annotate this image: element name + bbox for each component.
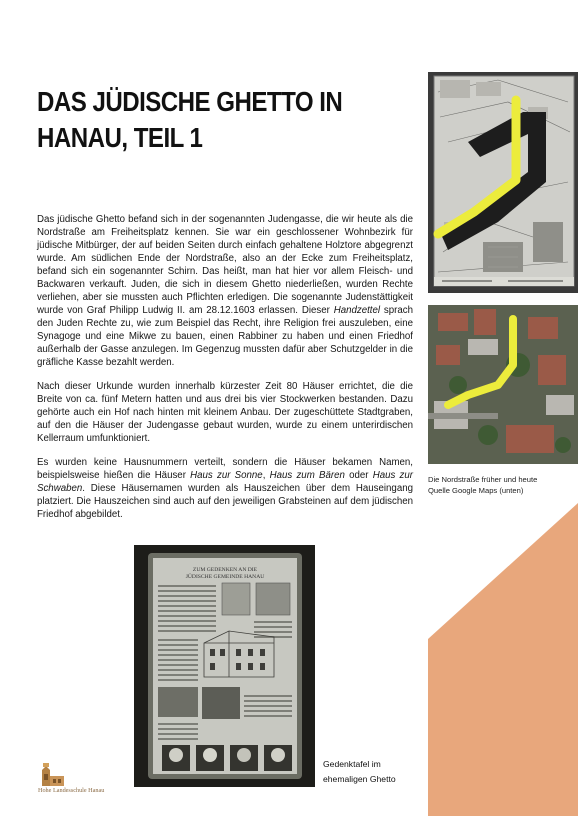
paragraph-1-text-a: Das jüdische Ghetto befand sich in der sogenannten Judengasse, die wir heute als die Nordstraße am Freiheitsplatz kennen. Sie war ein geschlossener Wohnbezirk für jüdische Mitbürger, der auf beiden Seiten durch einfach gehaltene Holztore abgegrenzt wurde. Am südlichen Ende der Nordstraße, also an der Ecke zum Freiheitsplatz, befand sich ein sogenannter Schirn. Das heißt, man hat hier vor allem Fleisch- und Backwaren verkauft. Juden, die sich in diesem Ghetto niederließen, wurden Rechte verliehen, aber sie mussten auch Pflichten erledigen. Die sogenannte Judenstättigkeit wurde von Graf Philipp Ludwig II. am 28.12.1603 erlassen. Dieser xyxy=(37,214,413,316)
article-body xyxy=(37,213,413,532)
paragraph-1-text-b: sprach den Juden Rechte zu, wie zum Beispiel das Recht, ihre Religion frei auszuleben, eine Synagoge und eine Mikwe zu bauen, einen Rabbiner zu haben und einen Friedhof außerhalb der Gasse anzulegen. Im Gegenzug mussten dafür aber Schutzgelder in die gräfliche Kasse bezahlt werden. xyxy=(37,305,413,368)
map-caption-line-2: Quelle Google Maps (unten) xyxy=(428,486,524,495)
paragraph-3 xyxy=(37,456,413,521)
paragraph-3-text-b: , xyxy=(262,470,270,481)
emphasis-haus-zum-baeren: Haus zum Bären xyxy=(269,470,345,481)
plaque-caption-line-2: ehemaligen Ghetto xyxy=(323,774,396,784)
emphasis-handzettel: Handzettel xyxy=(333,305,381,316)
emphasis-haus-zur-schwaben: Haus zur Schwaben xyxy=(37,470,414,494)
page-title xyxy=(37,84,347,156)
paragraph-3-text-c: oder xyxy=(344,470,373,481)
title-line-1: DAS JÜDISCHE GHETTO IN xyxy=(37,86,343,117)
plaque-heading-1: ZUM GEDENKEN AN DIE xyxy=(192,567,258,573)
map-caption-line-1: Die Nordstraße früher und heute xyxy=(428,475,538,484)
paragraph-1 xyxy=(37,213,413,369)
paragraph-3-text-a: Es wurden keine Hausnummern verteilt, sondern die Häuser bekamen Namen, beispielsweise hießen die Häuser xyxy=(37,457,413,481)
school-logo-text: Hohe Landesschule Hanau xyxy=(38,787,105,794)
emphasis-haus-zur-sonne: Haus zur Sonne xyxy=(190,470,263,481)
plaque-caption-line-1: Gedenktafel im xyxy=(323,759,381,769)
paragraph-3-text-d: . Diese Häusernamen wurden als Hauszeichen über dem Hauseingang platziert. Die Hauszeichen sind auch auf den jeweiligen Grabsteinen auf dem jüdischen Friedhof abgebildet. xyxy=(37,483,413,520)
historic-map-photo xyxy=(428,72,578,293)
memorial-plaque-photo xyxy=(134,545,315,787)
title-line-2: HANAU, TEIL 1 xyxy=(37,122,203,153)
satellite-map-photo xyxy=(428,305,578,464)
decorative-triangle xyxy=(428,503,578,816)
plaque-caption xyxy=(323,757,423,787)
paragraph-2: Nach dieser Urkunde wurden innerhalb kürzester Zeit 80 Häuser errichtet, die die Breite von ca. fünf Metern hatten und aus drei bis vier Stockwerken bestanden. Dazu gehörte auch ein Hof nach hinten mit kleinem Anbau. Der zugeschüttete Stadtgraben, auf den die Häuser der Judengasse gebaut wurden, wurde zu einem unterirdischen Kellerraum umfunktioniert. xyxy=(37,381,413,444)
map-caption xyxy=(428,474,578,496)
plaque-heading-2: JÜDISCHE GEMEINDE HANAU xyxy=(185,574,265,580)
